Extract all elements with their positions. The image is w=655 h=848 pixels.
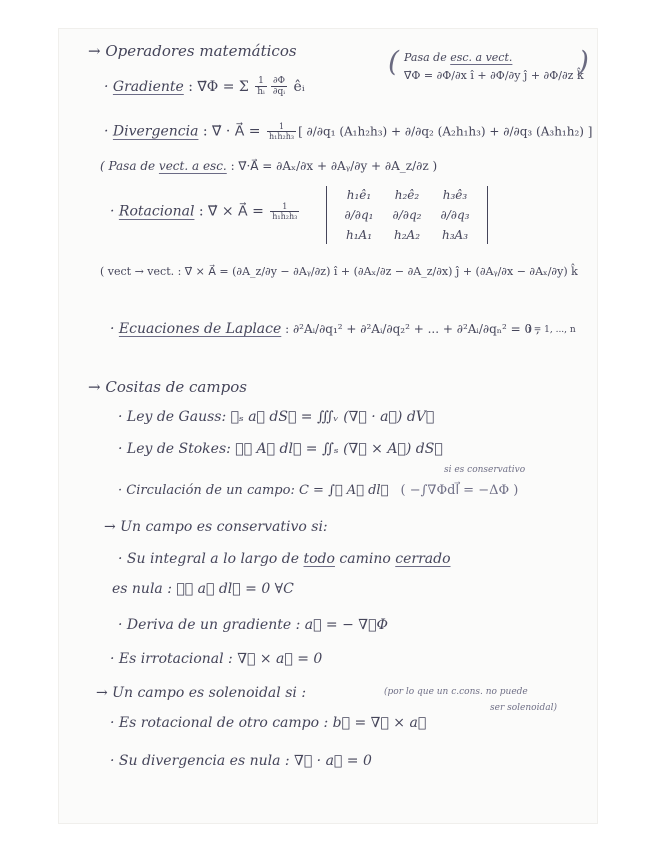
divergence-line: · Divergencia : ∇⃗ · A⃗ = $\frac{1}{\text{h₁h₂h₃}}$ [ ∂/∂q₁ (A₁h₂h₃) + ∂/∂q₂ (A₂h₁h₃) + ∂/∂q₃ (A₃h₁h₂) ] <box>104 122 593 142</box>
laplace-label: Ecuaciones de Laplace <box>118 321 282 337</box>
solenoidal-note-1: (por lo que un c.cons. no puede <box>384 687 528 697</box>
curl-determinant <box>326 186 488 244</box>
divergence-note: ( Pasa de vect. a esc. : ∇⃗·A⃗ = ∂Aₓ/∂x + ∂Aᵧ/∂y + ∂A_z/∂z ) <box>100 159 438 173</box>
det-r1c3: h₃ê₃ <box>442 188 468 202</box>
det-r2c3: ∂/∂q₃ <box>440 208 470 222</box>
curl-note: ( vect → vect. : ∇⃗ × A⃗ = (∂A_z/∂y − ∂Aᵧ/∂z) î + (∂Aₓ/∂z − ∂A_z/∂x) ĵ + (∂Aᵧ/∂x − ∂Aₓ/∂y) k̂ <box>100 265 578 278</box>
gradient-note-formula: ∇⃗Φ = ∂Φ/∂x î + ∂Φ/∂y ĵ + ∂Φ/∂z k̂ <box>404 69 584 82</box>
solenoidal-item-2: · Su divergencia es nula : ∇⃗ · a⃗ = 0 <box>110 753 372 769</box>
section-title-fields: → Cositas de campos <box>88 378 247 396</box>
conservative-item-2: · Deriva de un gradiente : a⃗ = − ∇⃗Φ <box>118 617 388 633</box>
gradient-line: · Gradiente : ∇⃗Φ = Σ $\frac{1}{\text{hᵢ}}$ $\frac{\partial\Phi}{\text{∂qᵢ}}$ êᵢ <box>104 76 305 98</box>
gradient-note-paren-close: ) <box>578 45 589 78</box>
solenoidal-note-2: ser solenoidal) <box>490 703 557 713</box>
det-r3c2: h₂A₂ <box>393 228 420 242</box>
solenoidal-title: → Un campo es solenoidal si : <box>96 685 307 701</box>
curl-line: · Rotacional : ∇⃗ × A⃗ = $\frac{1}{\text{h₁h₂h₃}}$ <box>110 202 298 222</box>
gradient-note-paren-open: ( <box>388 45 399 78</box>
section-title-operators: → Operadores matemáticos <box>88 42 297 60</box>
det-r1c1: h₁ê₁ <box>346 188 372 202</box>
det-r2c1: ∂/∂q₁ <box>344 208 374 222</box>
circulation-note: si es conservativo <box>444 465 526 475</box>
conservative-item-1: · Su integral a lo largo de todo camino cerrado <box>118 551 451 567</box>
conservative-title: → Un campo es conservativo si: <box>104 519 328 535</box>
det-r2c2: ∂/∂q₂ <box>392 208 422 222</box>
laplace-range: i = 1, ..., n <box>528 325 576 335</box>
curl-label: Rotacional <box>118 203 195 220</box>
gauss-law: · Ley de Gauss: ∯ₛ a⃗ dS⃗ = ∭ᵥ (∇⃗ · a⃗) dV⃗ <box>118 409 435 425</box>
conservative-item-1-line-2: es nula : ∮꜀ a⃗ dl⃗ = 0 ∀C <box>112 581 294 597</box>
divergence-label: Divergencia <box>112 123 199 140</box>
det-r1c2: h₂ê₂ <box>394 188 420 202</box>
solenoidal-item-1: · Es rotacional de otro campo : b⃗ = ∇⃗ × a⃗ <box>110 715 427 731</box>
laplace-line: · Ecuaciones de Laplace : ∂²Aᵢ/∂q₁² + ∂²Aᵢ/∂q₂² + ... + ∂²Aᵢ/∂qₙ² = 0 , <box>110 321 540 337</box>
det-r3c3: h₃A₃ <box>441 228 468 242</box>
conservative-item-3: · Es irrotacional : ∇⃗ × a⃗ = 0 <box>110 651 323 667</box>
gradient-note-title: Pasa de esc. a vect. <box>404 51 513 64</box>
circulation-line: · Circulación de un campo: C = ∫꜀ A⃗ dl⃗ ( −∫∇Φdl⃗ = −ΔΦ ) <box>118 483 519 498</box>
gradient-label: Gradiente <box>112 78 184 95</box>
stokes-law: · Ley de Stokes: ∮꜀ A⃗ dl⃗ = ∬ₛ (∇⃗ × A⃗) dS⃗ <box>118 441 443 457</box>
det-r3c1: h₁A₁ <box>345 228 372 242</box>
